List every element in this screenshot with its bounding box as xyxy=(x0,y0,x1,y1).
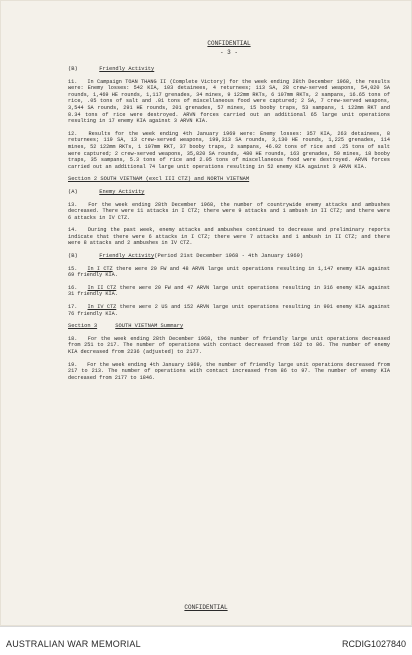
section-title: Enemy Activity xyxy=(99,188,145,195)
classification-header: CONFIDENTIAL xyxy=(207,40,251,47)
paragraph-number: 15. xyxy=(68,265,78,272)
paragraph-16 xyxy=(68,285,390,298)
section-title: SOUTH VIETNAM Summary xyxy=(115,323,184,330)
paragraph-text: During the past week, enemy attacks and ambushes continued to decrease and preliminary reports indicate that there were 6 attacks in I CTZ; there were 7 attacks and 1 ambush in II CTZ; and there were 8 attacks and 2 ambushes in IV CTZ. xyxy=(68,227,390,247)
page-number: - 3 - xyxy=(219,49,238,56)
section-title: Friendly Activity xyxy=(99,253,155,260)
paragraph-number: 14. xyxy=(68,227,78,234)
paragraph-text: For the week ending 28th December 1968, the number of friendly large unit operations decreased from 251 to 217. The number of operations with contact decreased from 102 to 86. The number of enemy KIA decreased from 2236 (adjusted) to 2177. xyxy=(68,335,390,355)
section-heading-friendly-activity xyxy=(68,66,390,73)
document-body xyxy=(68,40,390,387)
paragraph-number: 13. xyxy=(68,201,78,208)
paragraph-11 xyxy=(68,79,390,125)
section-3-heading xyxy=(68,323,390,330)
zone-label: In IV CTZ xyxy=(87,304,117,311)
section-heading-friendly-activity-2 xyxy=(68,253,390,260)
paragraph-19 xyxy=(68,362,390,382)
paragraph-14 xyxy=(68,227,390,247)
paragraph-number: 17. xyxy=(68,304,78,311)
paragraph-number: 16. xyxy=(68,284,78,291)
paragraph-text: For the week ending 28th December 1968, the number of countrywide enemy attacks and ambushes decreased. There were 11 attacks in I CTZ; there were 9 attacks and 1 ambush in II CTZ; and there were 6 attacks in IV CTZ. xyxy=(68,201,390,221)
paragraph-text: In Campaign TOAN THANG II (Complete Victory) for the week ending 28th December 1968, the results were: Enemy losses: 542 KIA, 103 detainees, 4 returnees; 113 SA, 28 crew-served weapons, 54,020 SA rounds, 1,469 HE rounds, 1,117 grenades, 34 mines, 9 122mm RKTs, 6 107mm RKTs, 2 sampans, 16.65 tons of rice, .05 tons of salt and .01 tons of miscellaneous food were captured; 2 SA, 7 crew-served weapons, 3,544 SA rounds, 291 HE rounds, 201 grenades, 57 mines, 15 booby traps, 53 sampans, 1 122mm RKT and 8.34 tons of rice were destroyed. ARVN forces carried out an additional 65 large unit operations resulting in 17 enemy KIA against 3 ARVN KIA. xyxy=(68,78,390,125)
paragraph-12 xyxy=(68,131,390,171)
archive-reference: RCDIG1027840 xyxy=(341,639,406,649)
paragraph-15 xyxy=(68,266,390,279)
archive-caption-bar xyxy=(0,626,412,655)
zone-label: In II CTZ xyxy=(87,284,117,291)
section-2-heading: Section 2 SOUTH VIETNAM (excl III CTZ) and NORTH VIETNAM xyxy=(68,176,250,183)
zone-label: In I CTZ xyxy=(87,265,113,272)
section-tag: (A) xyxy=(68,188,78,195)
paragraph-number: 11. xyxy=(68,78,78,85)
section-period: (Period 21st December 1968 - 4th January 1969) xyxy=(154,253,304,260)
section-heading-enemy-activity xyxy=(68,189,390,196)
archive-name: AUSTRALIAN WAR MEMORIAL xyxy=(6,639,141,649)
paragraph-13 xyxy=(68,202,390,222)
section-tag: (B) xyxy=(68,253,78,260)
section-tag: Section 3 xyxy=(68,323,98,330)
paragraph-text: there were 20 FW and 48 ARVN large unit operations resulting in 1,147 enemy KIA against 69 friendly KIA. xyxy=(68,265,390,279)
paragraph-18 xyxy=(68,336,390,356)
section-title: Friendly Activity xyxy=(99,66,155,72)
classification-footer: CONFIDENTIAL xyxy=(184,604,228,611)
paragraph-text: there were 20 FW and 47 ARVN large unit operations resulting in 316 enemy KIA against 31 friendly KIA. xyxy=(68,284,390,298)
paragraph-text: For the week ending 4th January 1969, the number of friendly large unit operations decreased from 217 to 213. The number of operations with contact increased from 86 to 97. The number of enemy KIA decreased from 2177 to 1846. xyxy=(68,361,390,381)
paragraph-text: Results for the week ending 4th January 1969 were: Enemy losses: 357 KIA, 263 detainees, 8 returnees; 119 SA, 13 crew-served weapons, 199,313 SA rounds, 3,130 HE rounds, 1,225 grenades, 114 mines, 52 122mm RKTs, 1 107mm RKT, 37 booby traps, 2 sampans, 46.92 tons of rice and .25 tons of salt were captured; 2 crew-served weapons, 35,820 SA rounds, 480 HE rounds, 163 grenades, 50 mines, 18 booby traps, 35 sampans, 5.3 tons of rice and 2.05 tons of miscellaneous food were destroyed. ARVN forces carried out an additional 74 large unit operations resulting in 52 enemy KIA against 3 ARVN KIA. xyxy=(68,130,391,170)
paragraph-text: there were 2 US and 152 ARVN large unit operations resulting in 901 enemy KIA against 76 friendly KIA. xyxy=(68,304,390,317)
paragraph-number: 12. xyxy=(68,130,78,137)
section-tag: (B) xyxy=(68,66,78,72)
paragraph-number: 18. xyxy=(68,335,78,342)
paragraph-number: 19. xyxy=(68,361,78,368)
paragraph-17 xyxy=(68,304,390,317)
